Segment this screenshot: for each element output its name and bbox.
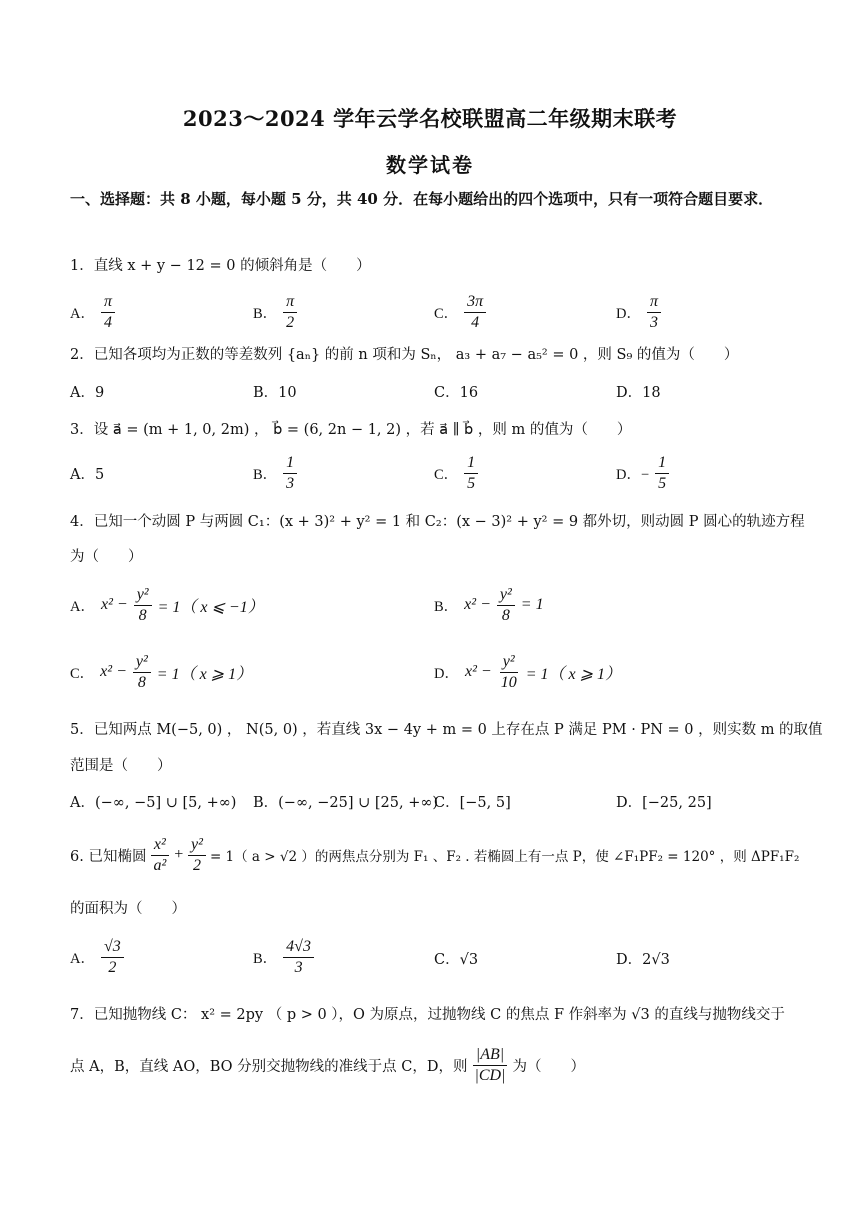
q4-option-a: A． x² − $\frac{\text{y²}}{8}$ = 1（ x ⩽ −1） xyxy=(70,586,264,624)
question-3-stem: 3．设 a⃗ = (m + 1, 0, 2m) ， b⃗ = (6, 2n − 1, 2) ，若 a⃗ ∥ b⃗ ，则 m 的值为（ ） xyxy=(70,422,632,438)
question-2-stem: 2．已知各项均为正数的等差数列 {aₙ} 的前 n 项和为 Sₙ， a₃ + a₇ − a₅² = 0 ，则 S₉ 的值为（ ） xyxy=(70,347,739,363)
q2-option-a: A．9 xyxy=(70,385,105,401)
q3-option-a: A．5 xyxy=(70,467,105,483)
question-1-stem: 1．直线 x + y − 12 = 0 的倾斜角是（ ） xyxy=(70,258,371,274)
exam-subtitle: 数学试卷 xyxy=(386,153,474,177)
exam-title: 2023～2024 学年云学名校联盟高二年级期末联考 xyxy=(182,106,678,131)
q2-option-b: B．10 xyxy=(253,385,297,401)
question-5-stem-line1: 5．已知两点 M(−5, 0) ， N(5, 0) ，若直线 3x − 4y + m = 0 上存在点 P 满足 PM · PN = 0 ，则实数 m 的取值 xyxy=(70,722,823,738)
question-6-stem-line2: 的面积为（ ） xyxy=(70,901,186,917)
question-4-stem-line1: 4．已知一个动圆 P 与两圆 C₁：(x + 3)² + y² = 1 和 C₂：(x − 3)² + y² = 9 都外切，则动圆 P 圆心的轨迹方程 xyxy=(70,514,805,530)
q3-option-d: D．− $\frac{1}{5}$ xyxy=(616,454,669,492)
q4-option-c: C． x² − $\frac{\text{y²}}{8}$ = 1（ x ⩾ 1） xyxy=(70,653,253,691)
q1-option-c: C． $\frac{3\pi}{4}$ xyxy=(434,293,486,331)
q4-option-b: B． x² − $\frac{\text{y²}}{8}$ = 1 xyxy=(434,586,544,624)
question-5-stem-line2: 范围是（ ） xyxy=(70,758,172,774)
q1-option-b: B． $\frac{\pi}{2}$ xyxy=(253,293,297,331)
question-7-stem-line2: 点 A，B，直线 AO，BO 分别交抛物线的准线于点 C，D，则 $\frac{|AB|}{|CD|}$ 为（ ） xyxy=(70,1046,585,1084)
q2-option-c: C．16 xyxy=(434,385,479,401)
q2-option-d: D．18 xyxy=(616,385,661,401)
question-7-stem-line1: 7．已知抛物线 C： x² = 2py （ p > 0 ），O 为原点，过抛物线 C 的焦点 F 作斜率为 √3 的直线与抛物线交于 xyxy=(70,1007,785,1023)
q5-option-c: C．[−5, 5] xyxy=(434,795,511,811)
q4-option-d: D． x² − $\frac{\text{y²}}{10}$ = 1（ x ⩾ 1） xyxy=(434,653,621,691)
q5-option-d: D．[−25, 25] xyxy=(616,795,712,811)
q6-option-a: A． $\frac{√3}{2}$ xyxy=(70,938,124,976)
q5-option-b: B．(−∞, −25] ∪ [25, +∞) xyxy=(253,795,439,811)
q5-option-a: A．(−∞, −5] ∪ [5, +∞) xyxy=(70,795,237,811)
q3-option-b: B． $\frac{1}{3}$ xyxy=(253,454,297,492)
q6-option-c: C．√3 xyxy=(434,952,479,968)
q3-option-c: C． $\frac{1}{5}$ xyxy=(434,454,478,492)
q1-option-d: D． $\frac{\pi}{3}$ xyxy=(616,293,661,331)
q6-option-d: D．2√3 xyxy=(616,952,670,968)
section-heading: 一、选择题：共 8 小题，每小题 5 分，共 40 分．在每小题给出的四个选项中，只有一项符合题目要求． xyxy=(70,190,774,208)
question-6-stem-line1: 6. 已知椭圆 $\frac{\text{x²}}{\text{a²}}$ + $\frac{\text{y²}}{2}$ = 1（ a > √2 ）的两焦点分别为 F₁ 、F₂ . 若椭圆上有一点 P，使 ∠F₁PF₂ = 120° ，则 ΔPF₁F₂ xyxy=(70,836,800,874)
question-4-stem-line2: 为（ ） xyxy=(70,549,143,565)
q1-option-a: A． $\frac{\pi}{4}$ xyxy=(70,293,115,331)
q6-option-b: B． $\frac{4√3}{3}$ xyxy=(253,938,314,976)
